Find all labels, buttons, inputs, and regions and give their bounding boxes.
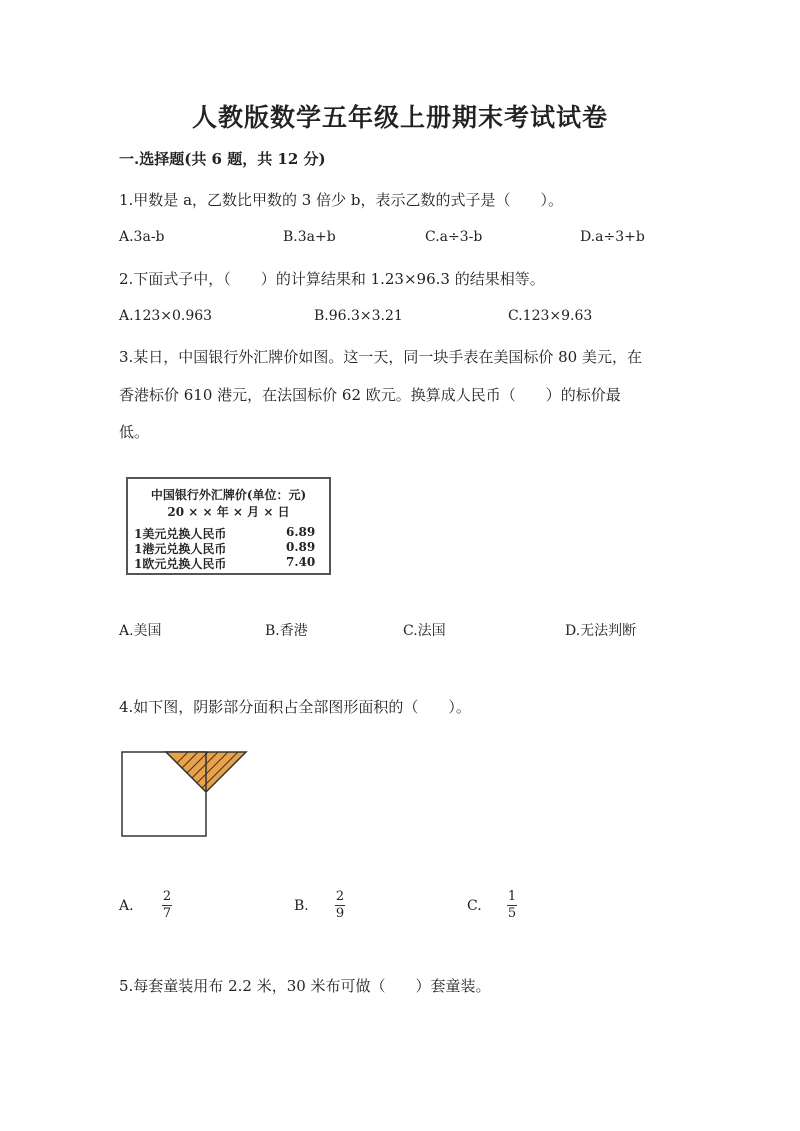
- question-3-line-1: 3.某日，中国银行外汇牌价如图。这一天，同一块手表在美国标价 80 美元，在: [119, 348, 642, 366]
- q4-option-c-letter: C.: [467, 898, 482, 914]
- fraction-numerator: 2: [162, 889, 172, 904]
- question-2-text: 2.下面式子中，（ ）的计算结果和 1.23×96.3 的结果相等。: [119, 270, 545, 288]
- exchange-rate-label: 1港元兑换人民币: [134, 542, 227, 556]
- q3-option-d: D.无法判断: [565, 623, 637, 639]
- q1-option-c: C.a÷3-b: [425, 229, 483, 245]
- shaded-figure-diagram: [118, 748, 253, 840]
- question-4-text: 4.如下图，阴影部分面积占全部图形面积的（ ）。: [119, 698, 471, 716]
- exchange-rate-label: 1欧元兑换人民币: [134, 557, 227, 571]
- fraction-numerator: 2: [335, 889, 345, 904]
- exchange-rate-label: 1美元兑换人民币: [134, 527, 227, 541]
- q1-option-a: A.3a-b: [119, 229, 165, 245]
- q3-option-b: B.香港: [265, 623, 308, 639]
- exchange-rate-value: 7.40: [286, 555, 316, 569]
- q1-option-b: B.3a+b: [283, 229, 336, 245]
- exchange-rate-value: 6.89: [286, 525, 316, 539]
- q4-option-c-fraction: [507, 890, 517, 921]
- q4-option-a-letter: A.: [119, 898, 134, 914]
- question-1-text: 1.甲数是 a，乙数比甲数的 3 倍少 b，表示乙数的式子是（ ）。: [119, 191, 563, 209]
- q3-option-c: C.法国: [403, 623, 446, 639]
- q3-option-a: A.美国: [119, 623, 162, 639]
- fraction-denominator: 5: [507, 906, 517, 921]
- exchange-rate-table-date: 20 × × 年 × 月 × 日: [167, 505, 290, 519]
- q1-option-d: D.a÷3+b: [580, 229, 645, 245]
- q4-option-b-fraction: [335, 890, 345, 921]
- fraction-denominator: 7: [162, 906, 172, 921]
- q2-option-c: C.123×9.63: [508, 308, 593, 324]
- question-3-line-3: 低。: [119, 423, 150, 441]
- exchange-rate-table-title: 中国银行外汇牌价(单位：元): [150, 488, 307, 502]
- exchange-rate-row: [134, 555, 324, 572]
- q2-option-a: A.123×0.963: [119, 308, 213, 324]
- section-heading: 一.选择题(共 6 题，共 12 分): [119, 150, 326, 168]
- question-3-line-2: 香港标价 610 港元，在法国标价 62 欧元。换算成人民币（ ）的标价最: [119, 386, 621, 404]
- page-title: 人教版数学五年级上册期末考试试卷: [191, 103, 608, 132]
- fraction-denominator: 9: [335, 906, 345, 921]
- q4-option-a-fraction: [162, 890, 172, 921]
- fraction-numerator: 1: [507, 889, 517, 904]
- exchange-rate-value: 0.89: [286, 540, 316, 554]
- q2-option-b: B.96.3×3.21: [314, 308, 403, 324]
- exchange-rate-table: [126, 477, 331, 575]
- q4-option-b-letter: B.: [294, 898, 309, 914]
- question-5-text: 5.每套童装用布 2.2 米，30 米布可做（ ）套童装。: [119, 977, 491, 995]
